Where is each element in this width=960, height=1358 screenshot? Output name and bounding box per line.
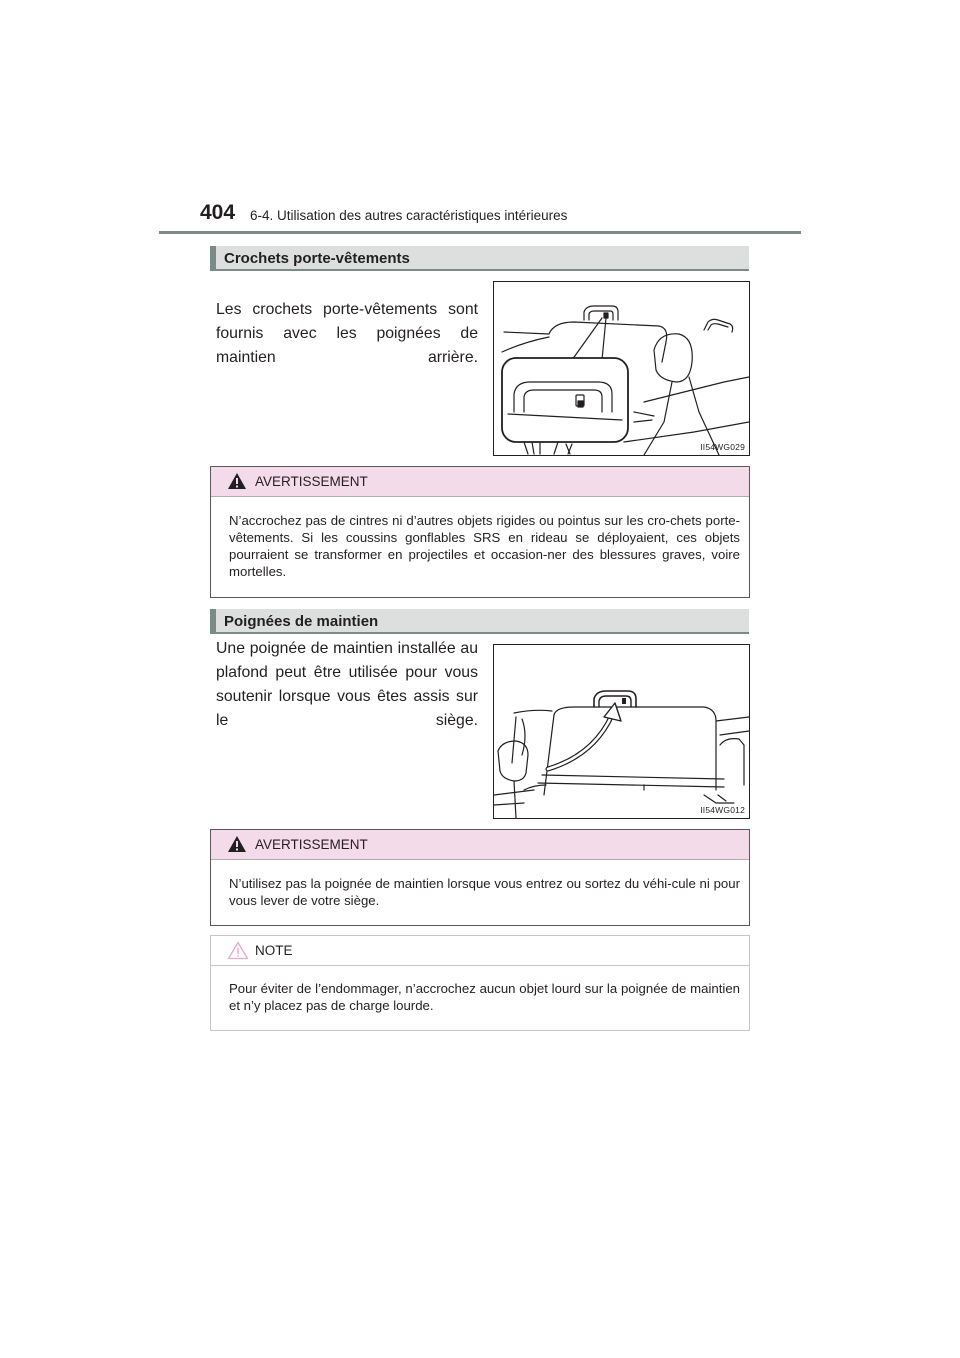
note-header: [211, 936, 749, 966]
coat-hooks-description: Les crochets porte-vêtements sont fournis avec les poignées de maintien arrière.: [216, 301, 478, 366]
coat-hook-drawing: [494, 282, 749, 455]
header-rule: [159, 231, 801, 234]
section-heading-bar: [210, 246, 216, 269]
page-number: 404: [200, 201, 236, 224]
note-box: [210, 935, 750, 1031]
warning-header: [211, 830, 749, 860]
assist-grips-description: Une poignée de maintien installée au plafond peut être utilisée pour vous soutenir lorsque vous êtes assis sur le siège.: [216, 640, 478, 729]
note-title: NOTE: [255, 943, 293, 958]
warning-box-assist-grips: [210, 829, 750, 926]
section-heading-label: Crochets porte-vêtements: [224, 250, 410, 267]
warning-text: N’accrochez pas de cintres ni d’autres objets rigides ou pointus sur les cro-chets porte-vêtements. Si les coussins gonflables SRS en rideau se déployaient, ces objets pourraient se transformer en projectiles et occasion-ner des blessures graves, voire mortelles.: [229, 513, 740, 579]
warning-header: [211, 467, 749, 497]
assist-grip-drawing: [494, 645, 749, 818]
coat-hook-illustration: [493, 281, 750, 456]
warning-title: AVERTISSEMENT: [255, 474, 368, 489]
warning-box-coat-hooks: [210, 466, 750, 598]
warning-triangle-icon: [227, 835, 247, 858]
chapter-title: 6-4. Utilisation des autres caractéristiques intérieures: [250, 208, 568, 223]
figure-code: II54WG029: [700, 442, 745, 452]
warning-title: AVERTISSEMENT: [255, 837, 368, 852]
warning-triangle-icon: [227, 472, 247, 495]
note-text: Pour éviter de l’endommager, n’accrochez aucun objet lourd sur la poignée de maintien et n’y placez pas de charge lourde.: [229, 981, 740, 1013]
section-heading-assist-grips: [210, 609, 749, 634]
section-heading-coat-hooks: [210, 246, 749, 271]
assist-grip-illustration: [493, 644, 750, 819]
figure-code: II54WG012: [700, 805, 745, 815]
caution-outline-icon: [227, 941, 249, 965]
warning-text: N’utilisez pas la poignée de maintien lorsque vous entrez ou sortez du véhi-cule ni pour vous lever de votre siège.: [229, 876, 740, 908]
section-heading-label: Poignées de maintien: [224, 613, 379, 630]
section-heading-bar: [210, 609, 216, 632]
